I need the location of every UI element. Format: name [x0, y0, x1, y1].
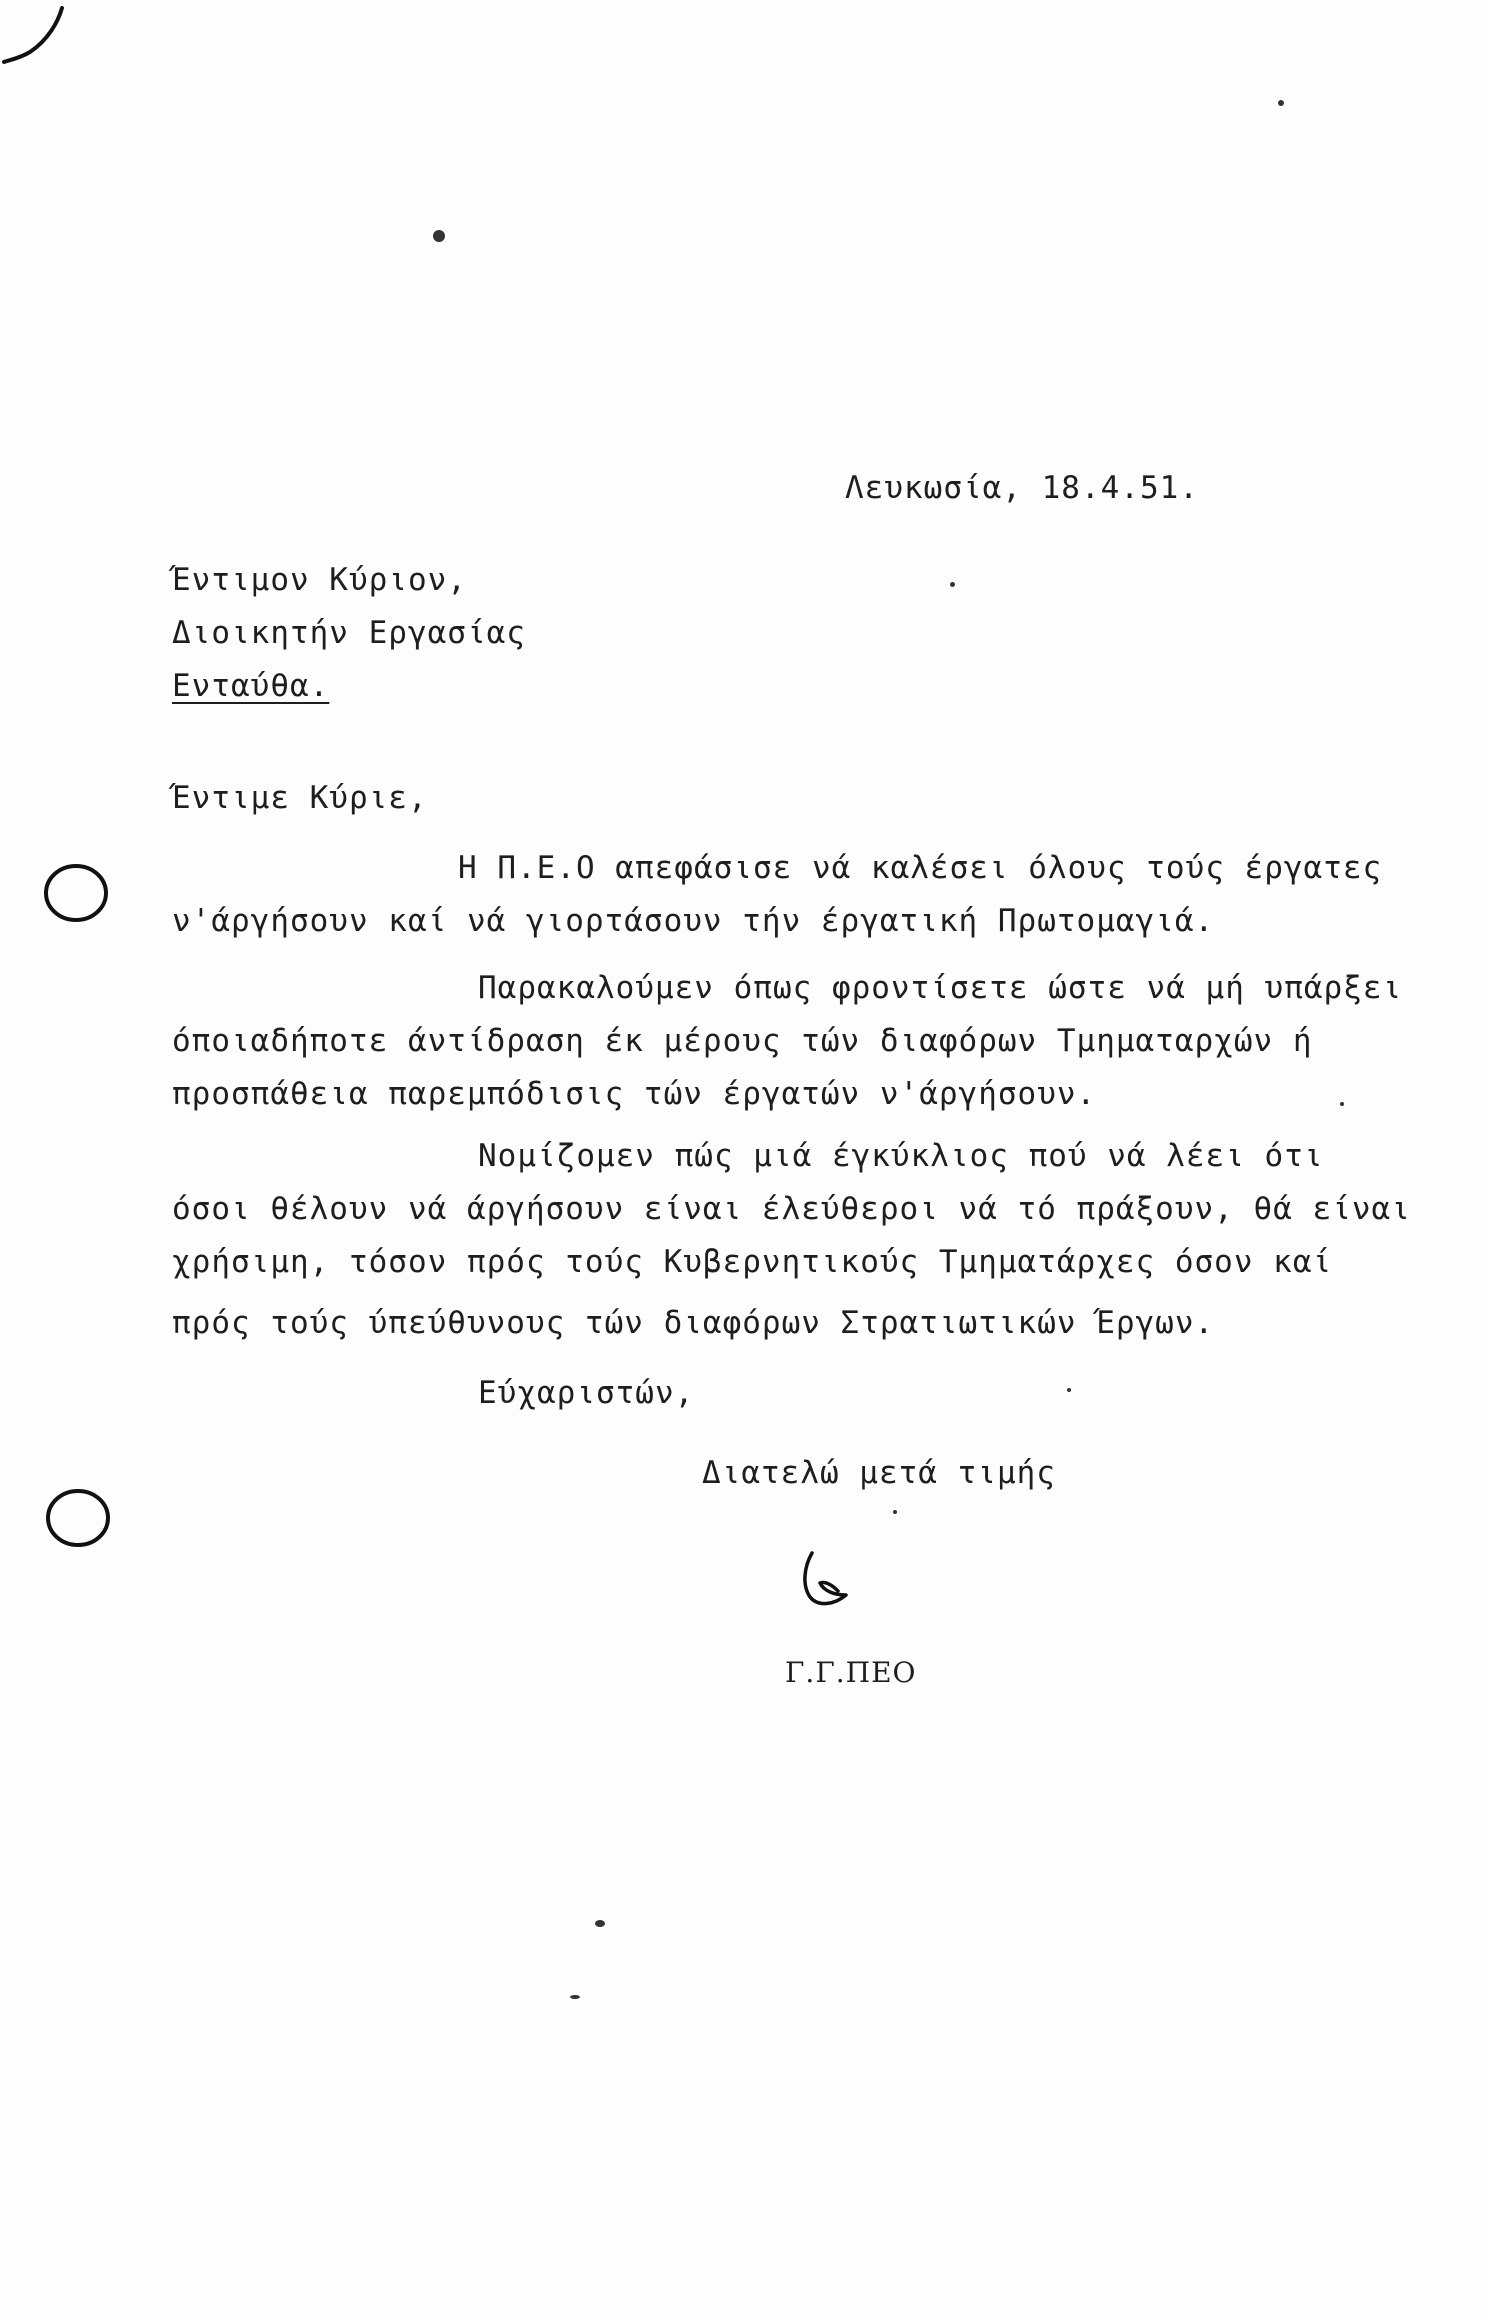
paragraph1-line-1: Η Π.Ε.Ο απεφάσισε νά καλέσει όλους τούς έργατες: [458, 850, 1383, 886]
speck-mark: [595, 1920, 605, 1927]
speck-mark: [1340, 1102, 1344, 1106]
paragraph3-line-3: χρήσιμη, τόσον πρός τούς Κυβερνητικούς Τμηματάρχες όσον καί: [172, 1244, 1333, 1280]
paragraph2-line-2: όποιαδήποτε άντίδραση έκ μέρους τών διαφόρων Τμηματαρχών ή: [172, 1023, 1313, 1059]
corner-stroke-mark: [0, 0, 80, 70]
speck-mark: [1067, 1388, 1071, 1392]
speck-mark: [570, 1995, 580, 1999]
handwritten-signature: [790, 1545, 880, 1615]
hole-punch-mark: [38, 855, 118, 935]
hole-punch-mark: [40, 1480, 120, 1560]
paragraph1-line-2: ν'άργήσουν καί νά γιορτάσουν τήν έργατική Πρωτομαγιά.: [172, 903, 1215, 939]
place-date: Λευκωσία, 18.4.51.: [845, 470, 1199, 506]
salutation: Έντιμε Κύριε,: [172, 780, 428, 816]
closing: Διατελώ μετά τιμής: [702, 1455, 1056, 1491]
paragraph3-line-2: όσοι θέλουν νά άργήσουν είναι έλεύθεροι νά τό πράξουν, θά είναι: [172, 1191, 1411, 1227]
paragraph3-line-1: Νομίζομεν πώς μιά έγκύκλιος πού νά λέει ότι: [478, 1138, 1324, 1174]
paragraph3-line-4: πρός τούς ύπεύθυνους τών διαφόρων Στρατιωτικών Έργων.: [172, 1305, 1215, 1341]
speck-mark: [1278, 100, 1284, 106]
speck-mark: [893, 1510, 897, 1514]
speck-mark: [950, 582, 955, 587]
speck-mark: [433, 230, 445, 242]
thanks: Εύχαριστών,: [478, 1375, 695, 1411]
paragraph2-line-3: προσπάθεια παρεμπόδισις τών έργατών ν'άργήσουν.: [172, 1076, 1097, 1112]
signatory: Γ.Γ.ΠΕΟ: [785, 1656, 917, 1689]
addressee-line-3: Ενταύθα.: [172, 668, 330, 704]
paragraph2-line-1: Παρακαλούμεν όπως φροντίσετε ώστε νά μή υπάρξει: [478, 970, 1403, 1006]
addressee-line-1: Έντιμον Κύριον,: [172, 562, 467, 598]
addressee-line-2: Διοικητήν Εργασίας: [172, 615, 526, 651]
